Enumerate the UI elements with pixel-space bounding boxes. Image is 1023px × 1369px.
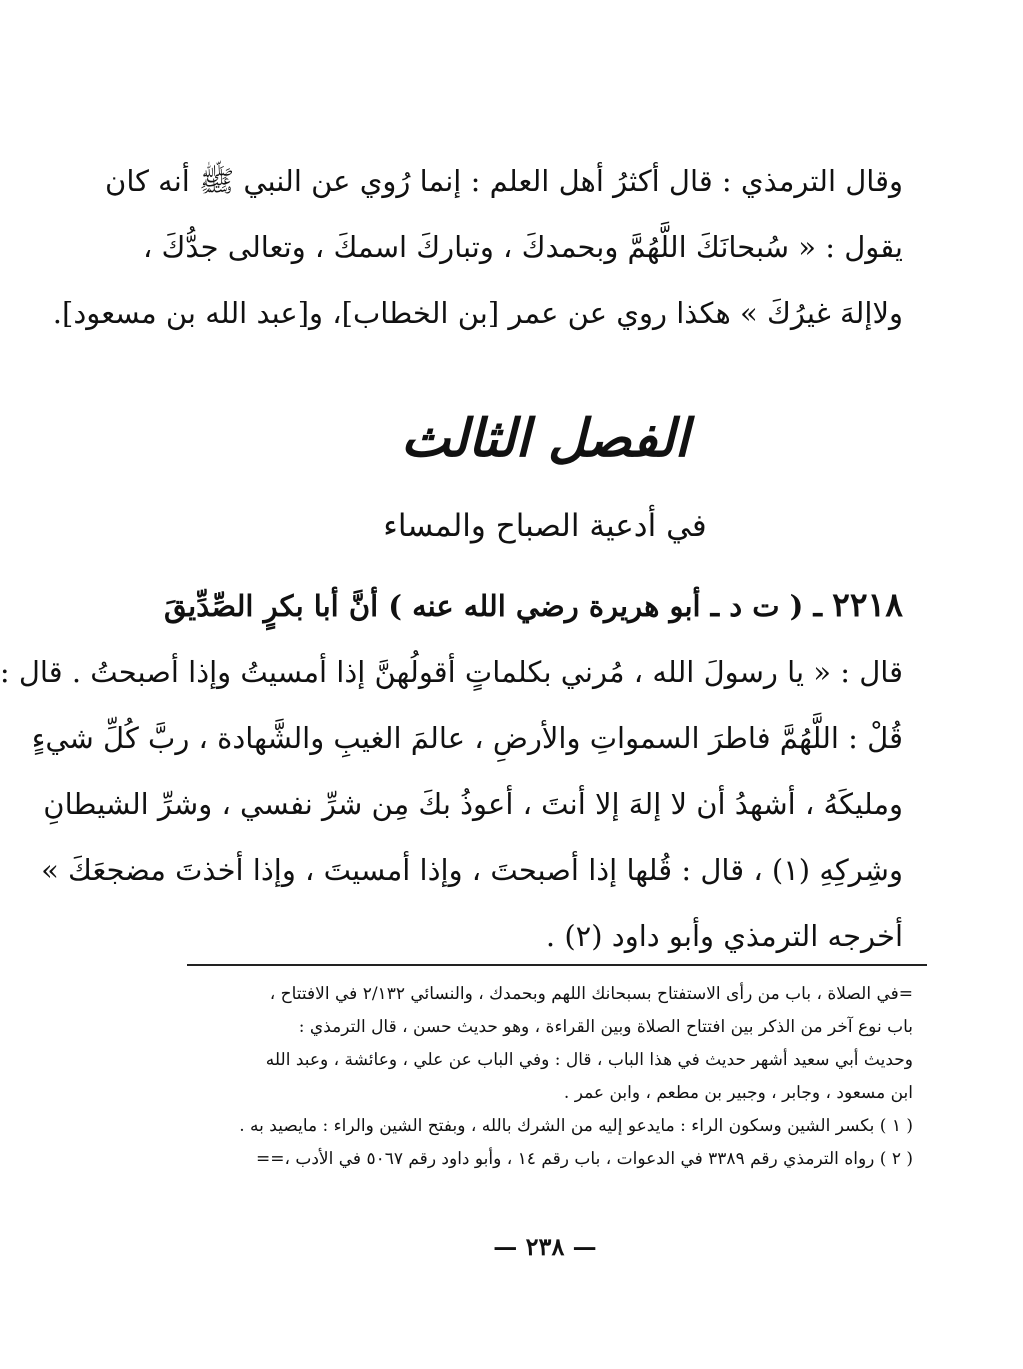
footnote-line: وحديث أبي سعيد أشهر حديث في هذا الباب ، قال : وفي الباب عن علي ، وعائشة ، وعبد الله [265, 1050, 913, 1070]
footnote-line: =في الصلاة ، باب من رأى الاستفتاح بسبحانك اللهم وبحمدك ، والنسائي ٢/١٣٢ في الافتتاح ، [269, 984, 913, 1004]
footnote-line: ( ٢ ) رواه الترمذي رقم ٣٣٨٩ في الدعوات ، باب رقم ١٤ ، وأبو داود رقم ٥٠٦٧ في الأدب ،== [255, 1149, 913, 1169]
hadith-line: أخرجه الترمذي وأبو داود (٢) . [545, 919, 903, 953]
hadith-heading [163, 572, 903, 639]
footnote-line: باب نوع آخر من الذكر بين افتتاح الصلاة وبين القراءة ، وهو حديث حسن ، قال الترمذي : [298, 1017, 913, 1037]
hadith-narrator: ـ ( ت د ـ أبو هريرة رضي الله عنه ) أنَّ أبا بكرٍ الصِّدِّيقَ [163, 589, 833, 623]
intro-line: يقول : « سُبحانَكَ اللَّهُمَّ وبحمدكَ ، وتباركَ اسمكَ ، وتعالى جدُّكَ ، [142, 230, 903, 264]
chapter-subtitle: في أدعية الصباح والمساء [383, 508, 707, 544]
footnote-line: ابن مسعود ، وجابر ، وجبير بن مطعم ، وابن عمر . [563, 1083, 913, 1103]
hadith-line: قال : « يا رسولَ الله ، مُرني بكلماتٍ أقولُهنَّ إذا أمسيتُ وإذا أصبحتُ . قال : [0, 655, 903, 689]
hadith-number: ٢٢١٨ [832, 585, 903, 624]
hadith-line: قُلْ : اللَّهُمَّ فاطرَ السمواتِ والأرضِ ، عالمَ الغيبِ والشَّهادة ، ربَّ كُلِّ شيءٍ [31, 721, 903, 755]
intro-line: وقال الترمذي : قال أكثرُ أهل العلم : إنما رُوي عن النبي ﷺ أنه كان [105, 164, 903, 198]
footnote-line: ( ١ ) بكسر الشين وسكون الراء : مايدعو إليه من الشرك بالله ، وبفتح الشين والراء : مايصيد به . [239, 1116, 913, 1136]
intro-line: ولاإلهَ غيرُكَ » هكذا روي عن عمر [بن الخطاب]، و[عبد الله بن مسعود]. [52, 296, 903, 330]
hadith-paragraph [0, 572, 903, 969]
intro-paragraph [52, 148, 903, 346]
hadith-line: ومليكَهُ ، أشهدُ أن لا إلهَ إلا أنتَ ، أعوذُ بكَ مِن شرِّ نفسي ، وشرِّ الشيطانِ [43, 787, 903, 821]
footnotes [163, 978, 913, 1176]
hadith-line: وشِركِهِ (١) ، قال : قُلها إذا أصبحتَ ، وإذا أمسيتَ ، وإذا أخذتَ مضجعَكَ » [41, 853, 903, 887]
footnote-divider [187, 964, 927, 966]
chapter-title: الفصل الثالث [401, 408, 689, 469]
page-number: — ٢٣٨ — [493, 1232, 597, 1261]
